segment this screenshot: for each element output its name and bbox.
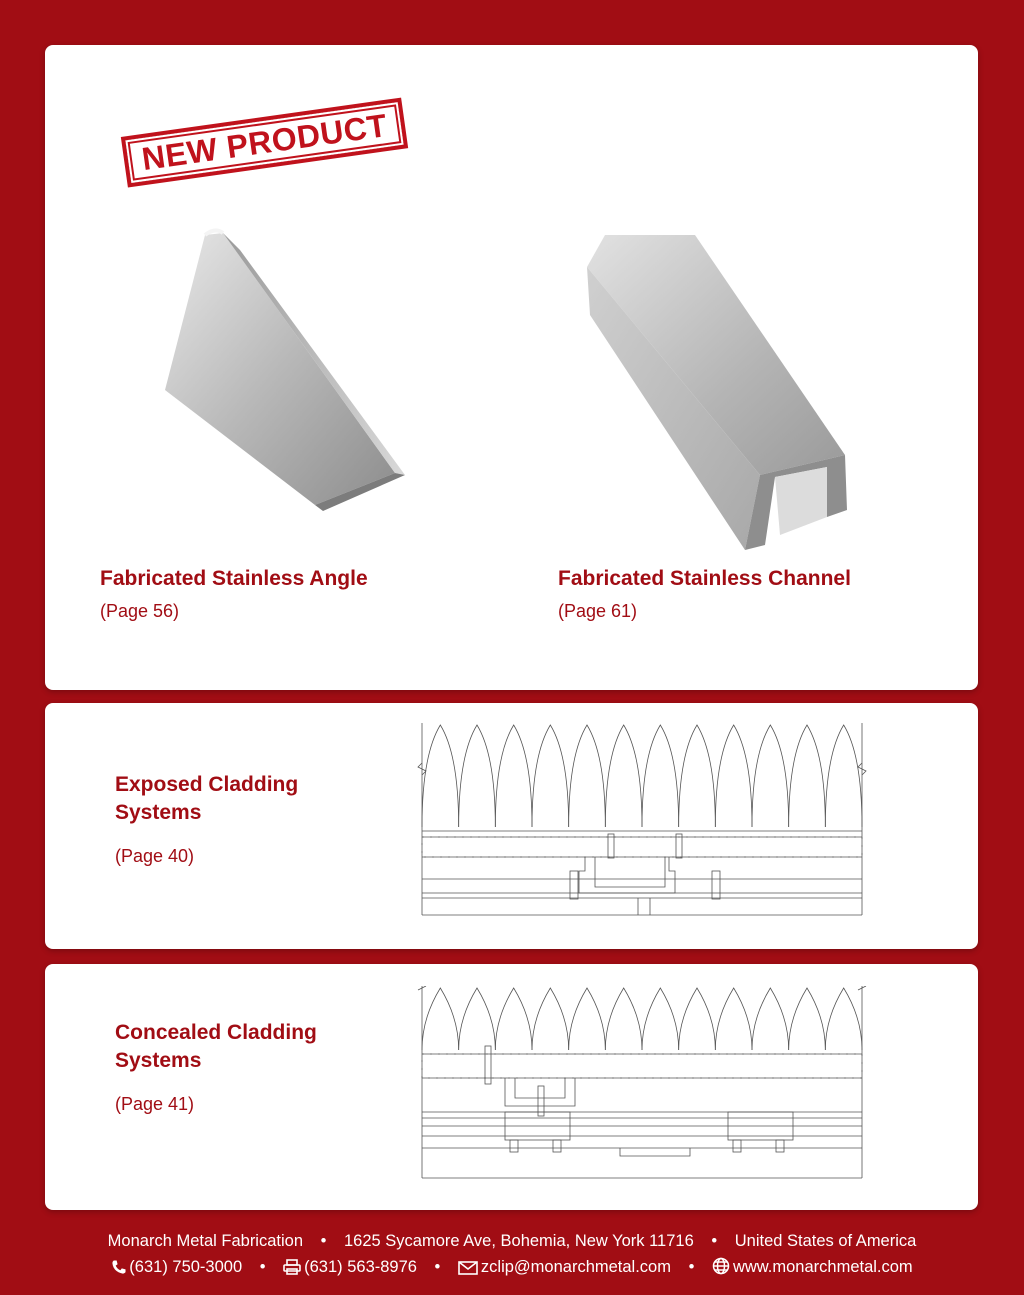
channel-product-title[interactable]: Fabricated Stainless Channel xyxy=(558,567,851,590)
angle-page-reference: (Page 56) xyxy=(100,601,180,621)
insulation-loop xyxy=(605,988,642,1050)
angle-product-title[interactable]: Fabricated Stainless Angle xyxy=(100,567,368,590)
exposed-cladding-section-drawing xyxy=(410,723,870,923)
footer-address-line xyxy=(0,1230,1024,1252)
insulation-loop xyxy=(679,725,716,827)
insulation-loop xyxy=(459,725,496,827)
concealed-page-reference: (Page 41) xyxy=(115,1094,195,1114)
printer-icon xyxy=(283,1259,301,1275)
insulation-loop xyxy=(569,725,606,827)
footer-separator: • xyxy=(688,1258,695,1276)
insulation-loop xyxy=(532,725,569,827)
insulation-loop xyxy=(789,725,826,827)
footer-separator: • xyxy=(434,1258,441,1276)
stainless-angle-image xyxy=(105,205,445,565)
insulation-loop xyxy=(422,725,459,827)
insulation-loop xyxy=(495,725,532,827)
exposed-cladding-title[interactable]: Exposed Cladding Systems xyxy=(115,773,299,824)
insulation-loop xyxy=(752,988,789,1050)
footer-contact-line xyxy=(0,1256,1024,1278)
concealed-cladding-card xyxy=(45,964,978,1210)
insulation-loop xyxy=(642,725,679,827)
insulation-loop xyxy=(569,988,606,1050)
footer-company: Monarch Metal Fabrication xyxy=(107,1232,304,1250)
footer-website[interactable]: www.monarchmetal.com xyxy=(712,1258,913,1276)
exposed-page-reference: (Page 40) xyxy=(115,846,195,866)
new-products-card xyxy=(45,45,978,690)
insulation-loop xyxy=(422,988,459,1050)
stainless-channel-image xyxy=(565,205,905,565)
globe-icon xyxy=(712,1257,730,1275)
insulation-loop xyxy=(752,725,789,827)
footer-country: United States of America xyxy=(734,1232,917,1250)
insulation-loop xyxy=(825,725,862,827)
insulation-loop xyxy=(532,988,569,1050)
envelope-icon xyxy=(458,1261,478,1275)
footer-address: 1625 Sycamore Ave, Bohemia, New York 11716 xyxy=(343,1232,694,1250)
insulation-loop xyxy=(495,988,532,1050)
footer-email[interactable]: zclip@monarchmetal.com xyxy=(458,1258,676,1276)
insulation-loop xyxy=(715,988,752,1050)
phone-icon xyxy=(111,1259,126,1275)
channel-page-reference: (Page 61) xyxy=(558,601,638,621)
footer-phone[interactable]: (631) 750-3000 xyxy=(111,1258,246,1276)
insulation-loop xyxy=(715,725,752,827)
insulation-loop xyxy=(605,725,642,827)
footer-separator: • xyxy=(320,1232,327,1250)
footer-fax[interactable]: (631) 563-8976 xyxy=(283,1258,421,1276)
insulation-loop xyxy=(825,988,862,1050)
insulation-loop xyxy=(642,988,679,1050)
insulation-loop xyxy=(679,988,716,1050)
insulation-loop xyxy=(789,988,826,1050)
exposed-cladding-card xyxy=(45,703,978,949)
new-product-stamp: NEW PRODUCT xyxy=(121,98,409,188)
footer-separator: • xyxy=(259,1258,266,1276)
concealed-cladding-section-drawing xyxy=(410,986,870,1186)
footer-separator: • xyxy=(711,1232,718,1250)
insulation-loop xyxy=(459,988,496,1050)
concealed-cladding-title[interactable]: Concealed Cladding Systems xyxy=(115,1021,317,1072)
